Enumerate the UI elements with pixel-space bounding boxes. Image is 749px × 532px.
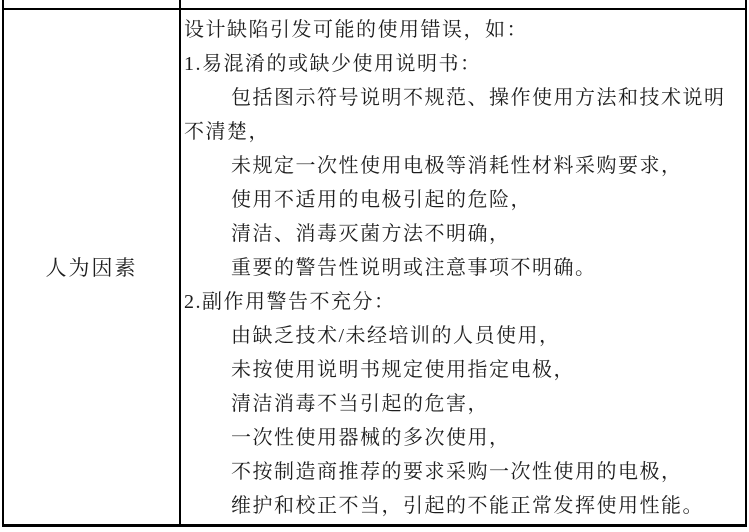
row-header-label: 人为因素 [45, 256, 138, 280]
previous-row-left-cell [4, 0, 181, 8]
text-line: 未规定一次性使用电极等消耗性材料采购要求， [231, 155, 683, 177]
text-line: 一次性使用器械的多次使用， [231, 427, 511, 449]
text-line: 2.副作用警告不充分： [184, 291, 396, 313]
row-header-cell [4, 10, 181, 524]
previous-row-right-cell [181, 0, 745, 8]
text-line: 未按使用说明书规定使用指定电极， [231, 359, 575, 381]
text-line: 由缺乏技术/未经培训的人员使用， [231, 325, 561, 347]
text-line: 维护和校正不当，引起的不能正常发挥使用性能。 [231, 495, 704, 517]
text-line: 不按制造商推荐的要求采购一次性使用的电极， [231, 461, 683, 483]
text-line: 重要的警告性说明或注意事项不明确。 [231, 257, 597, 279]
text-line: 1.易混淆的或缺少使用说明书： [184, 53, 482, 75]
previous-row-sliver [4, 0, 745, 10]
text-line: 包括图示符号说明不规范、操作使用方法和技术说明 [231, 87, 726, 109]
risk-content-cell [181, 10, 745, 524]
risk-table [2, 0, 747, 527]
text-line: 清洁、消毒灭菌方法不明确， [231, 223, 511, 245]
text-line: 清洁消毒不当引起的危害， [231, 393, 489, 415]
text-line: 使用不适用的电极引起的危险， [231, 189, 532, 211]
text-line: 不清楚， [184, 121, 270, 143]
table-row [4, 10, 745, 524]
text-line: 设计缺陷引发可能的使用错误，如： [184, 19, 528, 41]
